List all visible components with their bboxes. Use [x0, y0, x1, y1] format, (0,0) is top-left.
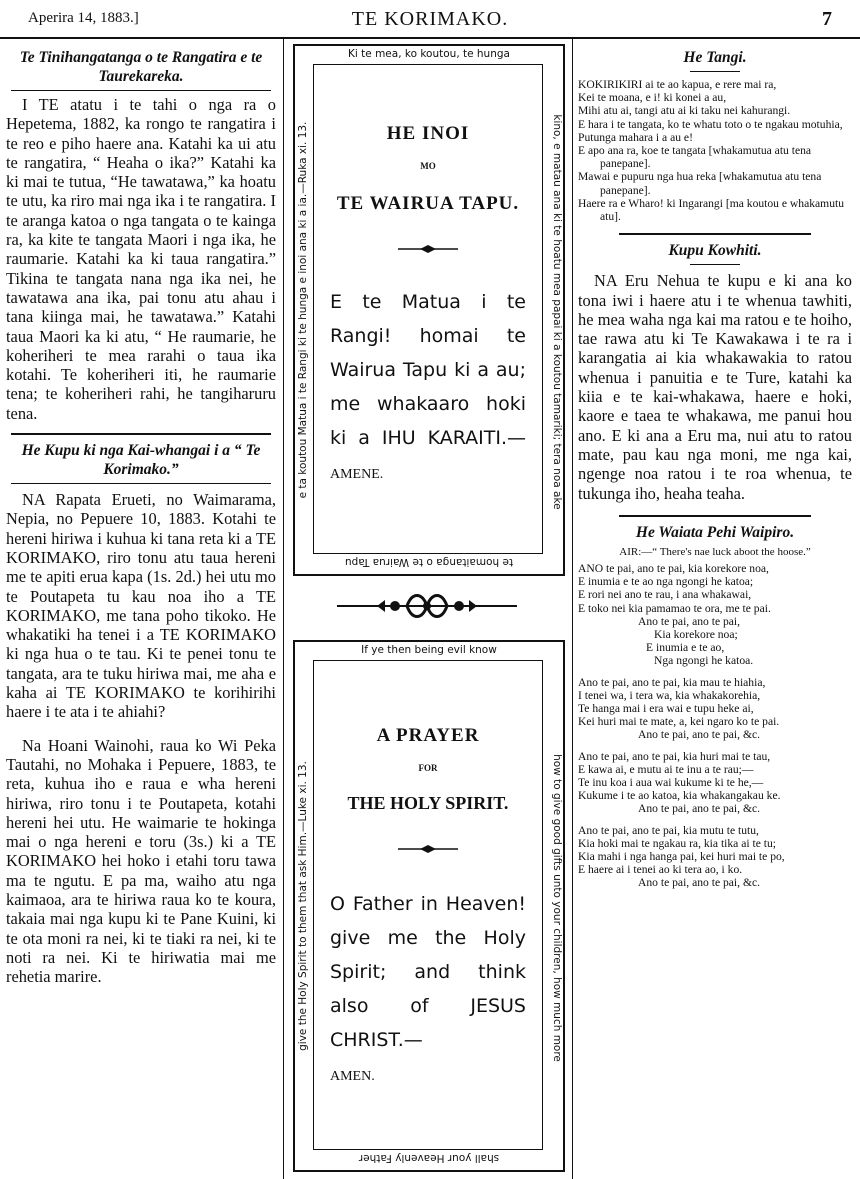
central-ornament	[293, 588, 561, 628]
divider	[11, 483, 270, 484]
prayer-subtitle: THE HOLY SPIRIT.	[347, 793, 509, 813]
verse-line: Kei huri mai te mate, a, kei ngaro ko te pai.	[578, 715, 780, 729]
newspaper-title: TE KORIMAKO.	[351, 8, 509, 30]
prayer-title: HE INOI	[386, 123, 470, 144]
poem-line: Mawai e pupuru nga hua reka [whakamutua atu tena panepane].	[578, 170, 822, 197]
poem-line: Kei te moana, e i! ki konei a au,	[578, 91, 727, 105]
header-rule	[0, 37, 860, 39]
divider	[690, 71, 740, 72]
issue-date: Aperira 14, 1883.]	[28, 10, 139, 26]
prayer-amen: AMENE.	[330, 467, 384, 482]
drop-cap: I TE	[22, 95, 59, 114]
verse-line: Kia hoki mai te ngakau ra, kia tika ai te tu;	[578, 836, 776, 850]
card-border-top-text: If ye then being evil know	[361, 644, 497, 656]
prayer-title-mo: MO	[420, 161, 436, 171]
verse-line: E kawa ai, e mutu ai te inu a te rau;—	[578, 762, 754, 776]
divider	[690, 264, 740, 265]
prayer-body: E te Matua i te Rangi! homai te Wairua Tapu ki a au; me whakaaro hoki ki a IHU KARAITI.—	[330, 291, 526, 449]
song-refrain: Ano te pai, ano te pai, &c.	[638, 728, 761, 742]
article-text: atatu i te tahi o nga ra o Hepetema, 1882, ka rongo te rangatira i te reo e piho haere ana. Katahi ka ui atu te rangatira, “ Heaha o ika?” Katahi ka ki mai te tutua, “He tawatawa,” ka hoatu te utu, ka riro mai nga ika i te rangatira. I te aranga katoa o nga tangata o te kainga ra, ka kite te tangata Maori i nga ika, he raumarie. Katahi ka ki taua rangatira.” Tikina te tangata nana nga ika nei, he tawatawa ana ika, pai tonu atu ahau i tana kiinga mai, he tawatawa.” Katahi taua Maori ka ki atu, “ He raumarie, he koheriheri te mea rarahi o taua ika kotahi. Te koheriheri iti, he raumarie tena; te koheriheri rahi, he tangiharuru tena.	[6, 95, 276, 423]
song-chorus	[578, 615, 852, 668]
card-border-right-text: how to give good gifts unto your children, how much more	[551, 754, 563, 1062]
card-border-left-text: give the Holy Spirit to them that ask Him.—Luke xi. 13.	[297, 761, 309, 1051]
ornament-icon	[398, 844, 458, 854]
page-header	[0, 0, 860, 38]
prayer-body: O Father in Heaven! give me the Holy Spirit; and think also of JESUS CHRIST.—	[330, 893, 526, 1051]
card-border-top-text: Ki te mea, ko koutou, te hunga	[348, 48, 510, 60]
chorus-line: Kia korekore noa;	[654, 628, 738, 642]
poem-line: E apo ana ra, koe te tangata [whakamutua atu tena panepane].	[578, 144, 812, 171]
verse-line: Kukume i te ao katoa, kia whakangakau ke.	[578, 789, 781, 803]
verse-line: Ano te pai, ano te pai, kia mau te hiahia,	[578, 675, 766, 689]
song-refrain: Ano te pai, ano te pai, &c.	[638, 802, 761, 816]
verse-line: E toko nei kia pamamao te ora, me te pai.	[578, 601, 771, 615]
song-verse	[578, 676, 852, 729]
article-title: He Kupu ki nga Kai-whangai i a “ Te Korimako.”	[21, 442, 261, 479]
poem-line: Mihi atu ai, tangi atu ai ki taku nei kahurangi.	[578, 104, 791, 118]
inner-frame	[313, 64, 543, 554]
ornament-divider	[314, 841, 542, 859]
ornament-divider	[314, 241, 542, 259]
verse-line: E haere ai i tenei ao ki tera ao, i ko.	[578, 863, 743, 877]
card-border-left-text: e ta koutou Matua i te Rangi ki te hunga e inoi ana ki a ia.—Ruka xi. 13.	[297, 121, 309, 499]
right-column	[578, 42, 852, 1177]
song-verse	[578, 824, 852, 877]
prayer-subtitle: TE WAIRUA TAPU.	[336, 193, 520, 214]
song-verse	[578, 562, 852, 615]
poem-line: Putunga mahara i a au e!	[578, 130, 693, 144]
prayer-amen: AMEN.	[330, 1069, 375, 1084]
verse-line: Ano te pai, ano te pai, kia huri mai te tau,	[578, 749, 771, 763]
verse-line: I tenei wa, i tera wa, kia whakakorehia,	[578, 688, 761, 702]
left-column	[6, 42, 276, 1177]
page-number: 7	[822, 8, 832, 30]
poem-line: E hara i te tangata, ko te whatu toto o te ngakau motuhia,	[578, 117, 843, 131]
card-border-right-text: kino, e matau ana ki te hoatu mea papai ki a koutou tamariki; tera noa ake	[551, 114, 563, 510]
ornament-icon	[398, 244, 458, 254]
column-rule-left	[283, 39, 284, 1179]
poem-line: KOKIRIKIRI ai te ao kapua, e rere mai ra,	[578, 78, 777, 91]
article-title: Kupu Kowhiti.	[668, 242, 762, 260]
divider	[619, 233, 811, 235]
divider	[619, 515, 811, 517]
card-border-bottom-text: te homaitanga o te Wairua Tapu	[344, 556, 514, 568]
prayer-text	[330, 285, 526, 492]
verse-line: Kia mahi i nga hanga pai, kei huri mai te po,	[578, 850, 785, 864]
verse-line: Ano te pai, ano te pai, kia mutu te tutu,	[578, 823, 759, 837]
song-air: AIR:—“ There's nae luck aboot the hoose.”	[619, 545, 811, 558]
column-rule-right	[572, 39, 573, 1179]
chorus-line: Nga ngongi he katoa.	[654, 654, 754, 668]
tangi-poem	[578, 78, 852, 223]
article-text: NA Eru Nehua te kupu e ki ana ko tona iwi i haere atu i te whenua tawhiti, he mea waha nga kai ma ratou e te hoiho, tae rawa atu ki Te Kawakawa i te ra i karangatia ai kia whakawakia to ratou whenua i panuitia e te Ture, katahi ka kiia e te kai-whakawa, haere e hoki, kaore e taea te whakawa, me panui hou ano. E ki ana a Eru ma, nui atu to ratou mate, pau kau nga moni, me nga kai, ngenge noa ratou i te roa whenua, te tukunga iho, heaha teaha.	[578, 271, 852, 503]
song-refrain: Ano te pai, ano te pai, &c.	[638, 876, 761, 890]
verse-line: E rori nei ano te rau, i ana whakawai,	[578, 588, 752, 602]
verse-line: ANO te pai, ano te pai, kia korekore noa,	[578, 562, 769, 575]
article-title: Te Tinihangatanga o te Rangatira e te Taurekareka.	[19, 49, 263, 85]
maori-prayer-card	[293, 44, 565, 576]
article-body	[6, 95, 276, 423]
english-prayer-card	[293, 640, 565, 1172]
inner-frame	[313, 660, 543, 1150]
prayer-title: A PRAYER	[376, 725, 480, 746]
poem-line: Haere ra e Wharo! ki Ingarangi [ma koutou e whakamutu atu].	[578, 196, 845, 224]
chorus-line: Ano te pai, ano te pai,	[638, 614, 741, 628]
article-paragraph: NA Rapata Erueti, no Waimarama, Nepia, no Pepuere 10, 1883. Kotahi te hereni hiriwa i kuhua ki tana reta ki a TE KORIMAKO, riro tonu atu taua hereni me te apiti erua kapa (1s. 2d.) hei utu mo te Poutapeta tu kau noa iho a TE KORIMAKO, me tana poho tikoko. He whakatiki ha tenei i a TE KORIMAKO ki nga hua o te tau. Ki te penei tonu te tangata, ara te tuku hiriwa mai, me aha e kaha ai TE KORIMAKO te korihirihi haere i te ata i te ahiahi?	[6, 490, 276, 722]
poem-title: He Tangi.	[683, 49, 747, 66]
divider	[11, 433, 270, 435]
chorus-line: E inumia e te ao,	[646, 641, 725, 655]
prayer-text	[330, 887, 526, 1094]
article-paragraph: Na Hoani Wainohi, raua ko Wi Peka Tautahi, no Mohaka i Pepuere, 1883, te reta, kuhua iho e raua e wha hereni hiriwa, riro tonu i te Poutapeta, kotahi hereni hei utu. He waimarie te hokinga mai o nga hereni e toru (3s.) ki a TE KORIMAKO hei hoko i etahi toru tawa ma te ngutu. E pa ma, waiho atu nga kaimaoa, ara te hiriwa raua ko te koura, takaia mai nga kupu ki te Pane Kuini, ki te ota moni ra nei, ki te tiaki ra nei, ki te noti ra nei. Ki te hiriwatia mai me rehetia marire.	[6, 735, 276, 987]
divider	[11, 90, 270, 91]
song-verse	[578, 750, 852, 803]
card-border-bottom-text: shall your Heavenly Father	[358, 1152, 500, 1164]
verse-line: E inumia e te ao nga ngongi he katoa;	[578, 575, 754, 589]
song-title: He Waiata Pehi Waipiro.	[635, 523, 795, 541]
flourish-icon	[337, 588, 517, 624]
verse-line: Te inu koa i aua wai kukume ki te he,—	[578, 776, 764, 790]
prayer-title-for: FOR	[418, 763, 438, 773]
verse-line: Te hanga mai i era wai e tupu heke ai,	[578, 702, 754, 716]
